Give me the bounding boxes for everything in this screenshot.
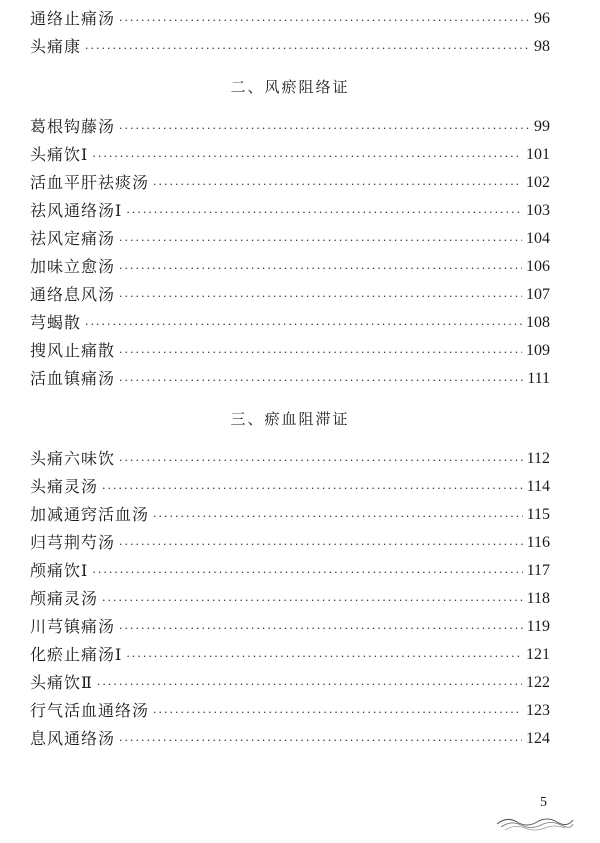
toc-entry-page: 111 <box>527 370 550 387</box>
toc-entry-title: 头痛饮Ⅰ <box>30 145 89 164</box>
toc-entry-title: 头痛饮Ⅱ <box>30 673 93 692</box>
dot-leader <box>85 313 522 337</box>
toc-entry[interactable] <box>30 253 550 281</box>
toc-entry-title: 葛根钩藤汤 <box>30 117 116 136</box>
toc-entry-page: 112 <box>526 450 550 467</box>
toc-entry-page: 101 <box>526 146 550 163</box>
toc-entry[interactable] <box>30 33 550 61</box>
dot-leader <box>119 617 523 641</box>
wave-ornament-icon <box>495 812 575 832</box>
toc-entry-title: 活血镇痛汤 <box>30 369 116 388</box>
toc-entry[interactable] <box>30 141 550 169</box>
toc-entry-page: 114 <box>526 478 550 495</box>
dot-leader <box>92 561 522 585</box>
toc-entry-title: 归芎荆芍汤 <box>30 533 116 552</box>
toc-entry[interactable] <box>30 473 550 501</box>
dot-leader <box>153 701 522 725</box>
dot-leader <box>92 145 522 169</box>
toc-entry-page: 102 <box>526 174 550 191</box>
toc-entry[interactable] <box>30 309 550 337</box>
dot-leader <box>102 589 523 613</box>
dot-leader <box>119 533 523 557</box>
toc-entry[interactable] <box>30 529 550 557</box>
toc-entry-page: 122 <box>526 674 550 691</box>
section-heading: 二、风瘀阻络证 <box>230 78 350 96</box>
toc-entry[interactable] <box>30 113 550 141</box>
toc-entry[interactable] <box>30 169 550 197</box>
toc-entry-title: 加减通窍活血汤 <box>30 505 150 524</box>
toc-entry-title: 祛风通络汤Ⅰ <box>30 201 123 220</box>
table-of-contents <box>30 5 550 753</box>
toc-entry-title: 通络息风汤 <box>30 285 116 304</box>
toc-entry[interactable] <box>30 641 550 669</box>
dot-leader <box>119 369 523 393</box>
dot-leader <box>119 257 522 281</box>
dot-leader <box>126 201 522 225</box>
toc-entry-page: 121 <box>526 646 550 663</box>
toc-entry-title: 化瘀止痛汤Ⅰ <box>30 645 123 664</box>
toc-entry-title: 头痛六味饮 <box>30 449 116 468</box>
dot-leader <box>119 285 522 309</box>
toc-entry-page: 99 <box>534 118 550 135</box>
dot-leader <box>126 645 522 669</box>
toc-entry-title: 祛风定痛汤 <box>30 229 116 248</box>
dot-leader <box>119 229 522 253</box>
toc-entry-page: 103 <box>526 202 550 219</box>
dot-leader <box>97 673 522 697</box>
toc-entry[interactable] <box>30 445 550 473</box>
toc-entry-page: 117 <box>526 562 550 579</box>
toc-entry[interactable] <box>30 585 550 613</box>
toc-entry-title: 活血平肝祛痰汤 <box>30 173 150 192</box>
toc-entry[interactable] <box>30 557 550 585</box>
toc-entry-page: 109 <box>526 342 550 359</box>
toc-entry-title: 川芎镇痛汤 <box>30 617 116 636</box>
dot-leader <box>119 341 522 365</box>
dot-leader <box>153 173 522 197</box>
toc-entry-page: 106 <box>526 258 550 275</box>
page-number: 5 <box>540 795 547 810</box>
toc-entry[interactable] <box>30 613 550 641</box>
toc-entry[interactable] <box>30 5 550 33</box>
toc-entry-page: 123 <box>526 702 550 719</box>
toc-entry-page: 124 <box>526 730 550 747</box>
toc-entry[interactable] <box>30 337 550 365</box>
dot-leader <box>153 505 523 529</box>
toc-entry[interactable] <box>30 281 550 309</box>
toc-entry-page: 116 <box>526 534 550 551</box>
dot-leader <box>119 729 522 753</box>
toc-entry[interactable] <box>30 501 550 529</box>
toc-entry[interactable] <box>30 725 550 753</box>
toc-entry-title: 颅痛饮Ⅰ <box>30 561 89 580</box>
dot-leader <box>102 477 523 501</box>
toc-entry-page: 115 <box>526 506 550 523</box>
toc-entry-page: 108 <box>526 314 550 331</box>
toc-entry[interactable] <box>30 197 550 225</box>
toc-entry-title: 通络止痛汤 <box>30 9 116 28</box>
toc-entry-title: 芎蝎散 <box>30 313 82 332</box>
toc-entry-title: 头痛康 <box>30 37 82 56</box>
dot-leader <box>85 37 530 61</box>
section-heading: 三、瘀血阻滞证 <box>230 410 350 428</box>
toc-entry-page: 104 <box>526 230 550 247</box>
toc-entry-page: 96 <box>534 10 550 27</box>
toc-entry-title: 行气活血通络汤 <box>30 701 150 720</box>
toc-entry-page: 98 <box>534 38 550 55</box>
toc-entry-title: 加味立愈汤 <box>30 257 116 276</box>
toc-entry-page: 119 <box>526 618 550 635</box>
toc-entry[interactable] <box>30 697 550 725</box>
toc-entry-title: 搜风止痛散 <box>30 341 116 360</box>
toc-entry[interactable] <box>30 365 550 393</box>
dot-leader <box>119 117 530 141</box>
toc-entry-title: 颅痛灵汤 <box>30 589 99 608</box>
toc-entry-page: 107 <box>526 286 550 303</box>
dot-leader <box>119 9 530 33</box>
toc-entry-page: 118 <box>526 590 550 607</box>
toc-entry-title: 息风通络汤 <box>30 729 116 748</box>
toc-entry[interactable] <box>30 669 550 697</box>
toc-entry[interactable] <box>30 225 550 253</box>
dot-leader <box>119 449 523 473</box>
toc-entry-title: 头痛灵汤 <box>30 477 99 496</box>
